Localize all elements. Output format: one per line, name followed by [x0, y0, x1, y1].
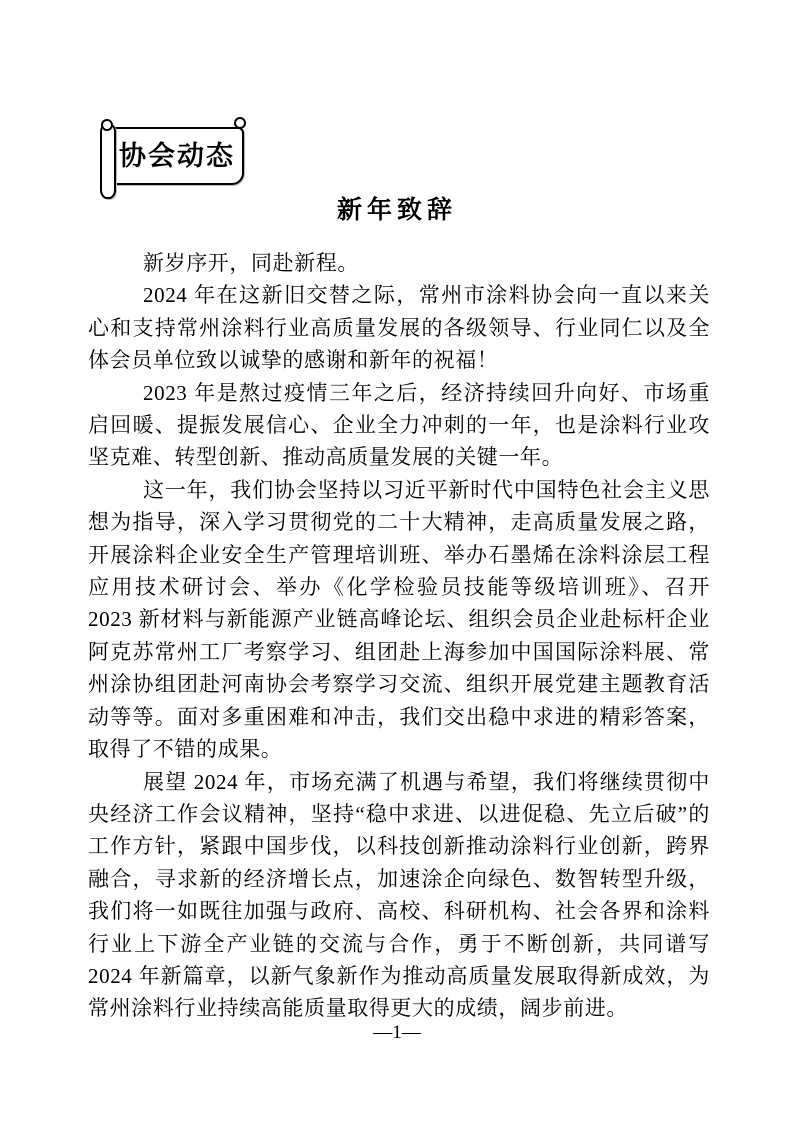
page-number: —1—: [373, 1022, 421, 1043]
article-body: [88, 247, 710, 1025]
article-title: 新年致辞: [336, 197, 457, 224]
paragraph-5: 展望 2024 年，市场充满了机遇与希望，我们将继续贯彻中央经济工作会议精神，坚持“稳中求进、以进促稳、先立后破”的工作方针，紧跟中国步伐，以科技创新推动涂料行业创新，跨界融合，寻求新的经济增长点，加速涂企向绿色、数智转型升级，我们将一如既往加强与政府、高校、科研机构、社会各界和涂料行业上下游全产业链的交流与合作，勇于不断创新，共同谱写 2024 年新篇章，以新气象新作为推动高质量发展取得新成效，为常州涂料行业持续高能质量取得更大的成绩，阔步前进。: [88, 769, 710, 1021]
paragraph-2: 2024 年在这新旧交替之际，常州市涂料协会向一直以来关心和支持常州涂料行业高质量发展的各级领导、行业同仁以及全体会员单位致以诚挚的感谢和新年的祝福！: [88, 283, 710, 373]
section-banner: [100, 117, 248, 199]
paragraph-1: 新岁序开，同赴新程。: [143, 251, 359, 275]
paragraph-3: 2023 年是熬过疫情三年之后，经济持续回升向好、市场重启回暖、提振发展信心、企业全力冲刺的一年，也是涂料行业攻坚克难、转型创新、推动高质量发展的关键一年。: [88, 380, 710, 470]
banner-label: 协会动态: [119, 140, 235, 171]
scroll-curl-left-icon: [101, 119, 113, 131]
scroll-roll-icon: [100, 123, 116, 199]
banner-label-box: [110, 127, 244, 185]
paragraph-4: 这一年，我们协会坚持以习近平新时代中国特色社会主义思想为指导，深入学习贯彻党的二十大精神，走高质量发展之路，开展涂料企业安全生产管理培训班、举办石墨烯在涂料涂层工程应用技术研讨会、举办《化学检验员技能等级培训班》、召开 2023 新材料与新能源产业链高峰论坛、组织会员企业赴标杆企业阿克苏常州工厂考察学习、组团赴上海参加中国国际涂料展、常州涂协组团赴河南协会考察学习交流、组织开展党建主题教育活动等等。面对多重困难和冲击，我们交出稳中求进的精彩答案，取得了不错的成果。: [88, 477, 710, 762]
